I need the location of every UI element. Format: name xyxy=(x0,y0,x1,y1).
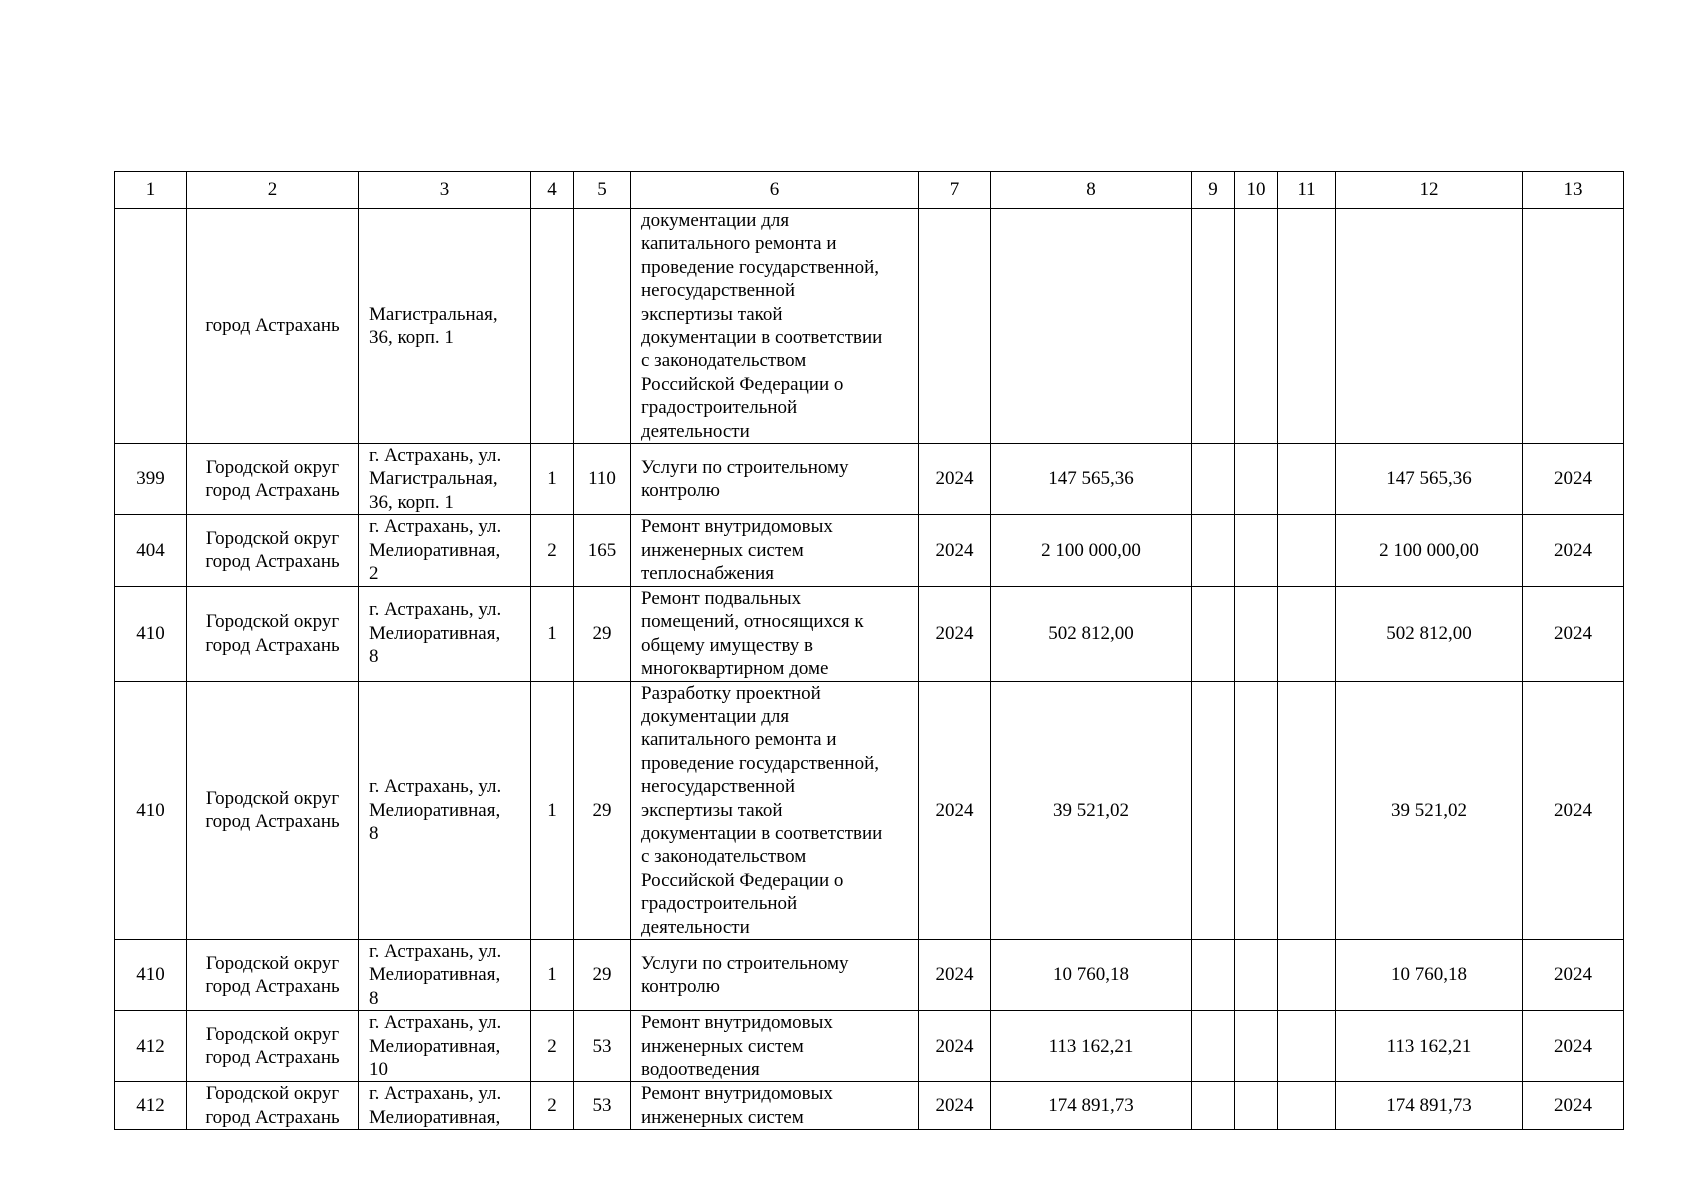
row-number-cell: 410 xyxy=(115,939,187,1010)
col4-cell: 2 xyxy=(531,515,574,586)
municipality-cell: Городской округ город Астрахань xyxy=(187,444,359,515)
col11-cell xyxy=(1278,681,1336,939)
completion-year-cell xyxy=(1523,209,1624,444)
amount-cell: 39 521,02 xyxy=(991,681,1192,939)
completion-year-cell: 2024 xyxy=(1523,939,1624,1010)
col9-cell xyxy=(1192,515,1235,586)
header-cell-1: 1 xyxy=(115,172,187,209)
col4-cell: 2 xyxy=(531,1082,574,1130)
col11-cell xyxy=(1278,939,1336,1010)
address-cell: г. Астрахань, ул. Магистральная, 36, корп. 1 xyxy=(359,444,531,515)
amount-cell xyxy=(991,209,1192,444)
municipality-cell: Городской округ город Астрахань xyxy=(187,586,359,681)
col5-cell: 110 xyxy=(574,444,631,515)
address-cell: г. Астрахань, ул. Мелиоративная, 8 xyxy=(359,586,531,681)
amount-total-cell: 113 162,21 xyxy=(1336,1011,1523,1082)
table-row xyxy=(115,1082,1624,1130)
work-type-cell: Услуги по строительному контролю xyxy=(631,444,919,515)
municipality-cell: город Астрахань xyxy=(187,209,359,444)
col5-cell: 29 xyxy=(574,681,631,939)
col9-cell xyxy=(1192,209,1235,444)
col10-cell xyxy=(1235,1082,1278,1130)
col4-cell: 2 xyxy=(531,1011,574,1082)
col10-cell xyxy=(1235,444,1278,515)
completion-year-cell: 2024 xyxy=(1523,515,1624,586)
address-cell: г. Астрахань, ул. Мелиоративная, xyxy=(359,1082,531,1130)
col11-cell xyxy=(1278,444,1336,515)
amount-total-cell: 10 760,18 xyxy=(1336,939,1523,1010)
header-cell-11: 11 xyxy=(1278,172,1336,209)
col5-cell: 29 xyxy=(574,939,631,1010)
year-cell: 2024 xyxy=(919,1011,991,1082)
header-cell-13: 13 xyxy=(1523,172,1624,209)
row-number-cell: 410 xyxy=(115,586,187,681)
repair-schedule-table xyxy=(114,171,1624,1130)
col11-cell xyxy=(1278,586,1336,681)
col5-cell: 53 xyxy=(574,1011,631,1082)
year-cell: 2024 xyxy=(919,1082,991,1130)
col5-cell: 53 xyxy=(574,1082,631,1130)
col10-cell xyxy=(1235,681,1278,939)
col4-cell: 1 xyxy=(531,444,574,515)
col9-cell xyxy=(1192,1011,1235,1082)
header-cell-9: 9 xyxy=(1192,172,1235,209)
col4-cell: 1 xyxy=(531,681,574,939)
table-row xyxy=(115,939,1624,1010)
amount-total-cell: 39 521,02 xyxy=(1336,681,1523,939)
address-cell: г. Астрахань, ул. Мелиоративная, 8 xyxy=(359,681,531,939)
header-cell-7: 7 xyxy=(919,172,991,209)
table-row xyxy=(115,444,1624,515)
header-cell-5: 5 xyxy=(574,172,631,209)
amount-total-cell: 174 891,73 xyxy=(1336,1082,1523,1130)
col10-cell xyxy=(1235,586,1278,681)
amount-cell: 147 565,36 xyxy=(991,444,1192,515)
table-row xyxy=(115,209,1624,444)
col11-cell xyxy=(1278,1082,1336,1130)
municipality-cell: Городской округ город Астрахань xyxy=(187,1082,359,1130)
completion-year-cell: 2024 xyxy=(1523,586,1624,681)
col4-cell: 1 xyxy=(531,939,574,1010)
header-cell-6: 6 xyxy=(631,172,919,209)
address-cell: Магистральная, 36, корп. 1 xyxy=(359,209,531,444)
amount-total-cell: 2 100 000,00 xyxy=(1336,515,1523,586)
work-type-cell: документации для капитального ремонта и проведение государственной, негосударственной экспертизы такой документации в соответствии с законодательством Российской Федерации о градостроительной деятельности xyxy=(631,209,919,444)
col10-cell xyxy=(1235,209,1278,444)
table-row xyxy=(115,586,1624,681)
address-cell: г. Астрахань, ул. Мелиоративная, 10 xyxy=(359,1011,531,1082)
year-cell: 2024 xyxy=(919,444,991,515)
row-number-cell: 412 xyxy=(115,1082,187,1130)
col5-cell: 165 xyxy=(574,515,631,586)
header-row xyxy=(115,172,1624,209)
table-row xyxy=(115,515,1624,586)
work-type-cell: Услуги по строительному контролю xyxy=(631,939,919,1010)
work-type-cell: Ремонт внутридомовых инженерных систем водоотведения xyxy=(631,1011,919,1082)
col5-cell: 29 xyxy=(574,586,631,681)
completion-year-cell: 2024 xyxy=(1523,1011,1624,1082)
year-cell: 2024 xyxy=(919,586,991,681)
address-cell: г. Астрахань, ул. Мелиоративная, 8 xyxy=(359,939,531,1010)
header-cell-12: 12 xyxy=(1336,172,1523,209)
amount-total-cell: 147 565,36 xyxy=(1336,444,1523,515)
amount-total-cell: 502 812,00 xyxy=(1336,586,1523,681)
completion-year-cell: 2024 xyxy=(1523,444,1624,515)
municipality-cell: Городской округ город Астрахань xyxy=(187,939,359,1010)
amount-cell: 502 812,00 xyxy=(991,586,1192,681)
row-number-cell: 410 xyxy=(115,681,187,939)
col10-cell xyxy=(1235,939,1278,1010)
work-type-cell: Ремонт подвальных помещений, относящихся к общему имуществу в многоквартирном доме xyxy=(631,586,919,681)
municipality-cell: Городской округ город Астрахань xyxy=(187,1011,359,1082)
amount-total-cell xyxy=(1336,209,1523,444)
col4-cell: 1 xyxy=(531,586,574,681)
col11-cell xyxy=(1278,209,1336,444)
col4-cell xyxy=(531,209,574,444)
amount-cell: 113 162,21 xyxy=(991,1011,1192,1082)
address-cell: г. Астрахань, ул. Мелиоративная, 2 xyxy=(359,515,531,586)
work-type-cell: Ремонт внутридомовых инженерных систем теплоснабжения xyxy=(631,515,919,586)
municipality-cell: Городской округ город Астрахань xyxy=(187,515,359,586)
year-cell: 2024 xyxy=(919,939,991,1010)
year-cell xyxy=(919,209,991,444)
col9-cell xyxy=(1192,939,1235,1010)
work-type-cell: Разработку проектной документации для капитального ремонта и проведение государственной, негосударственной экспертизы такой документации в соответствии с законодательством Российской Федерации о градостроительной деятельности xyxy=(631,681,919,939)
col9-cell xyxy=(1192,586,1235,681)
amount-cell: 10 760,18 xyxy=(991,939,1192,1010)
row-number-cell xyxy=(115,209,187,444)
col5-cell xyxy=(574,209,631,444)
row-number-cell: 412 xyxy=(115,1011,187,1082)
header-cell-4: 4 xyxy=(531,172,574,209)
header-cell-2: 2 xyxy=(187,172,359,209)
header-cell-8: 8 xyxy=(991,172,1192,209)
work-type-cell: Ремонт внутридомовых инженерных систем xyxy=(631,1082,919,1130)
year-cell: 2024 xyxy=(919,515,991,586)
header-cell-10: 10 xyxy=(1235,172,1278,209)
header-cell-3: 3 xyxy=(359,172,531,209)
col11-cell xyxy=(1278,1011,1336,1082)
col9-cell xyxy=(1192,1082,1235,1130)
col11-cell xyxy=(1278,515,1336,586)
municipality-cell: Городской округ город Астрахань xyxy=(187,681,359,939)
table-row xyxy=(115,1011,1624,1082)
col10-cell xyxy=(1235,515,1278,586)
col9-cell xyxy=(1192,681,1235,939)
row-number-cell: 399 xyxy=(115,444,187,515)
col9-cell xyxy=(1192,444,1235,515)
completion-year-cell: 2024 xyxy=(1523,1082,1624,1130)
table-row xyxy=(115,681,1624,939)
amount-cell: 2 100 000,00 xyxy=(991,515,1192,586)
row-number-cell: 404 xyxy=(115,515,187,586)
completion-year-cell: 2024 xyxy=(1523,681,1624,939)
year-cell: 2024 xyxy=(919,681,991,939)
col10-cell xyxy=(1235,1011,1278,1082)
amount-cell: 174 891,73 xyxy=(991,1082,1192,1130)
